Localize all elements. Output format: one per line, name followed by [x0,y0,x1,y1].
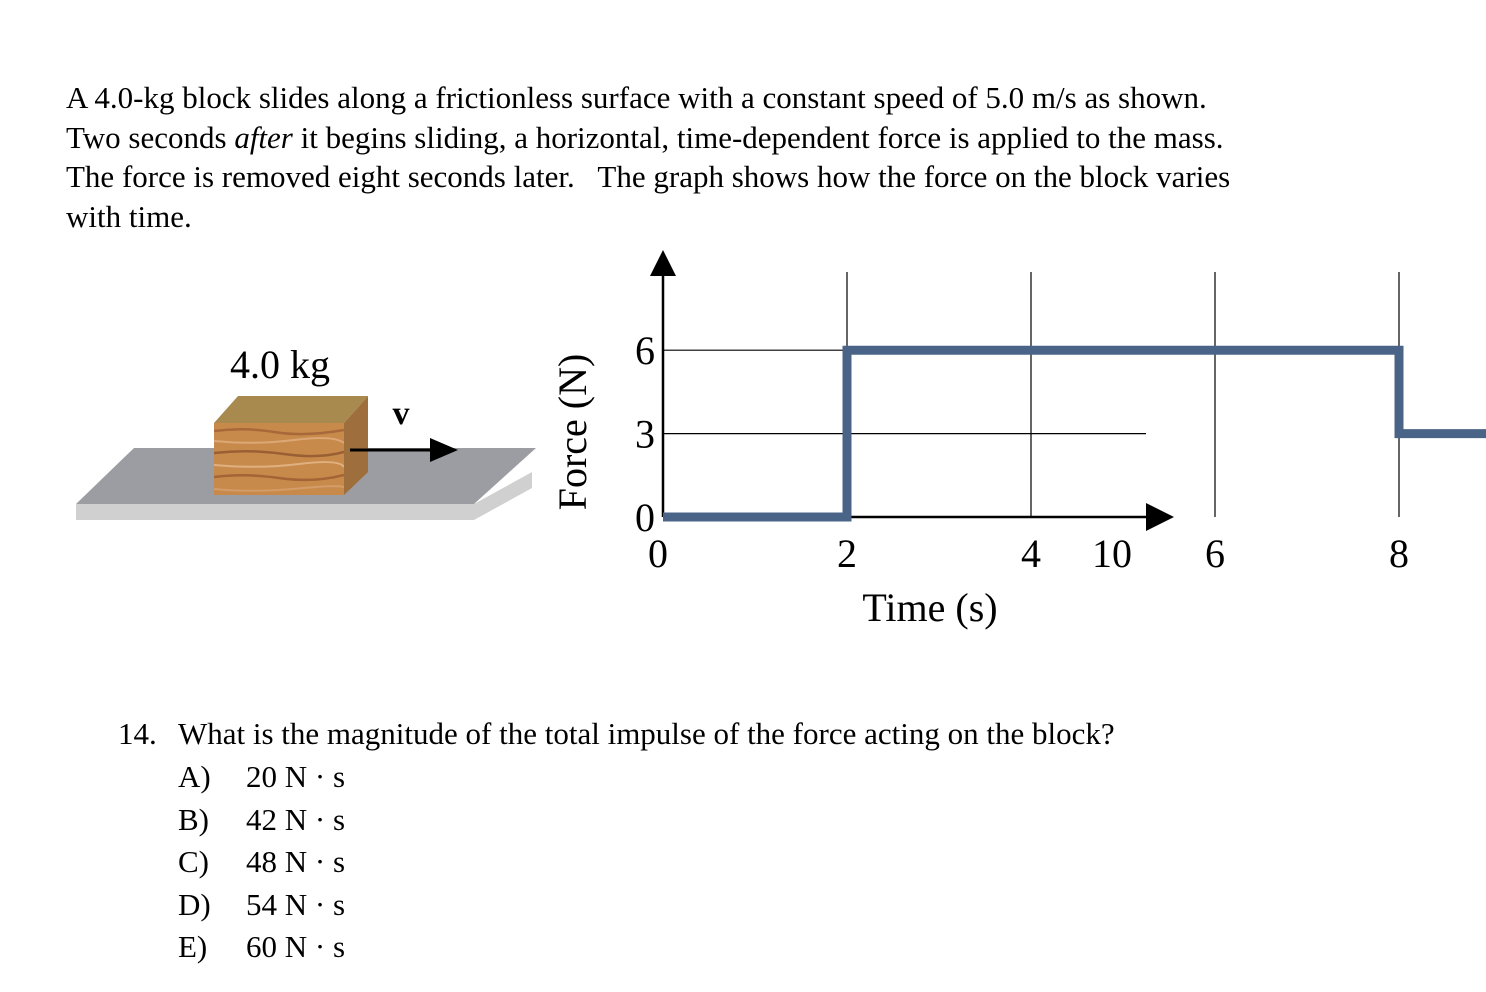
x-tick-label: 8 [1389,531,1409,576]
intro-line-2-emphasis: after [234,119,293,155]
question [118,714,1115,754]
force-time-chart [550,250,1486,630]
block-illustration [76,342,536,520]
choice-c[interactable] [178,841,345,884]
y-axis-label: Force (N) [550,353,595,511]
y-tick-label: 3 [635,411,655,457]
x-tick-label: 2 [837,531,857,576]
intro-line-2b: it begins sliding, a horizontal, time-dependent force is applied to the mass. [292,119,1224,155]
x-axis-arrow [1146,503,1174,531]
choice-text: 20 N · s [246,759,346,794]
choice-text: 42 N · s [246,801,346,837]
choice-e[interactable] [178,926,345,969]
block-front-face [214,423,344,495]
answer-choices [178,756,345,969]
intro-line-3: The force is removed eight seconds later. The graph shows how the force on the block varies [66,159,1231,194]
choice-letter: B) [178,801,209,837]
choice-text: 54 N · s [246,886,346,922]
x-tick-label: 6 [1205,531,1225,576]
x-axis-label: Time (s) [862,585,998,630]
choice-letter: A) [178,759,211,794]
x-tick-label: 0 [648,531,668,576]
y-tick-label: 6 [635,328,655,374]
block-top-face [214,396,368,423]
mass-label: 4.0 kg [230,342,330,387]
choice-letter: D) [178,886,211,922]
choice-a[interactable] [178,756,345,799]
chart-grid [663,272,1486,517]
x-tick-label: 4 [1021,531,1041,576]
x-tick-label: 10 [1092,531,1132,576]
choice-text: 60 N · s [246,929,346,964]
choice-letter: C) [178,844,209,879]
choice-text: 48 N · s [246,844,346,879]
intro-line-1: A 4.0-kg block slides along a frictionless surface with a constant speed of 5.0 m/s as shown. [66,80,1207,115]
question-number: 14. [118,716,157,751]
choice-b[interactable] [178,799,345,842]
intro-line-2a: Two seconds [66,119,235,155]
question-text: What is the magnitude of the total impulse of the force acting on the block? [178,716,1115,751]
velocity-label: v [392,395,410,432]
choice-d[interactable] [178,884,345,927]
y-tick-label: 0 [635,495,655,540]
y-axis-arrow [650,250,676,276]
intro-line-4: with time. [66,198,192,234]
choice-letter: E) [178,929,208,964]
